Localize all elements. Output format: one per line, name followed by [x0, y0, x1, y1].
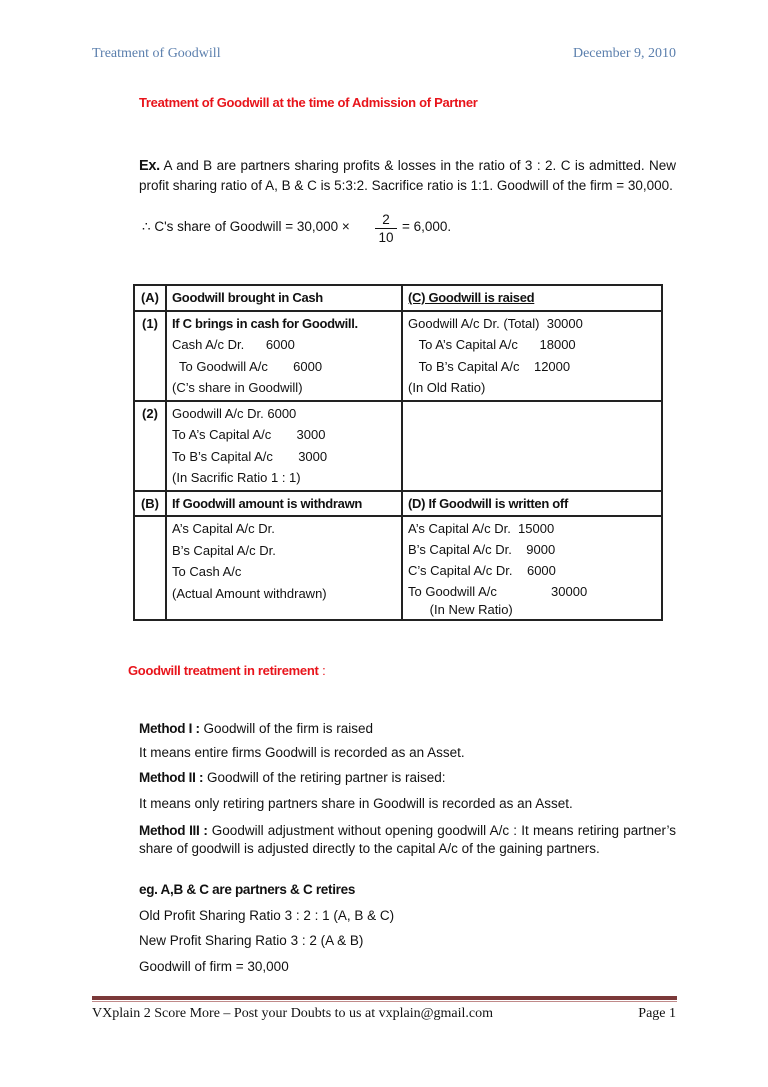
fraction-numerator: 2: [375, 212, 397, 229]
footer-divider: [92, 996, 677, 1000]
method-1-text: Goodwill of the firm is raised: [199, 721, 374, 736]
retirement-heading-colon: :: [318, 663, 326, 678]
table-row: [134, 311, 662, 401]
table-cell: [402, 311, 662, 401]
cell-line: A’s Capital A/c Dr. 15000: [408, 521, 555, 536]
cell-line: Cash A/c Dr. 6000: [172, 337, 295, 352]
example-text: A and B are partners sharing profits & losses in the ratio of 3 : 2. C is admitted. New profit sharing ratio of A, B & C is 5:3:2. Sacrifice ratio is 1:1. Goodwill of the firm = 30,000.: [139, 158, 676, 193]
cell-line: To Cash A/c: [172, 564, 242, 579]
table-cell: [166, 311, 402, 401]
cell-line: To Goodwill A/c 6000: [172, 358, 323, 374]
cell-line: (In Sacrific Ratio 1 : 1): [172, 470, 301, 485]
method-2-label: Method II :: [139, 770, 204, 785]
journal-table: [133, 284, 663, 621]
cell-title: If C brings in cash for Goodwill.: [172, 315, 358, 331]
header-date: December 9, 2010: [572, 46, 676, 61]
cell-line: To Goodwill A/c 30000: [408, 584, 588, 599]
admission-heading: Treatment of Goodwill at the time of Admission of Partner: [139, 95, 478, 110]
cell-line: (Actual Amount withdrawn): [172, 585, 327, 601]
cell-line: To B’s Capital A/c 3000: [172, 448, 328, 464]
header-title: Treatment of Goodwill: [92, 46, 221, 61]
cell-line: B’s Capital A/c Dr. 9000: [408, 542, 556, 557]
table-row: [134, 491, 662, 517]
new-ratio: New Profit Sharing Ratio 3 : 2 (A & B): [139, 933, 364, 948]
cell-line: (In New Ratio): [408, 602, 513, 617]
fraction: [375, 212, 397, 246]
goodwill-of-firm: Goodwill of firm = 30,000: [139, 959, 289, 974]
method-1-desc: It means entire firms Goodwill is recorded as an Asset.: [139, 745, 465, 760]
table-row: [134, 516, 662, 620]
cell-line: B’s Capital A/c Dr.: [172, 542, 276, 558]
method-3-text: Goodwill adjustment without opening goodwill A/c : It means retiring partner’s share of goodwill is adjusted directly to the capital A/c of the gaining partners.: [139, 823, 676, 856]
cell-line: To A’s Capital A/c 18000: [408, 337, 576, 352]
cell-heading: (D) If Goodwill is written off: [402, 491, 662, 517]
cell-line: Goodwill A/c Dr. 6000: [172, 405, 297, 421]
table-row: [134, 401, 662, 491]
table-row: [134, 285, 662, 311]
cell-heading: If Goodwill amount is withdrawn: [166, 491, 402, 517]
calc-suffix: = 6,000.: [402, 219, 452, 234]
table-cell: [166, 401, 402, 491]
page-number: Page 1: [638, 1006, 676, 1021]
example-label: Ex.: [139, 158, 160, 174]
old-ratio: Old Profit Sharing Ratio 3 : 2 : 1 (A, B & C): [139, 908, 395, 923]
cell-line: To B’s Capital A/c 12000: [408, 358, 571, 374]
fraction-denominator: 10: [378, 230, 394, 245]
footer-divider-thin: [92, 1001, 677, 1002]
row-label: (2): [134, 401, 166, 491]
retirement-heading-text: Goodwill treatment in retirement: [128, 663, 319, 678]
method-3: [139, 822, 676, 858]
method-1-label: Method I :: [139, 721, 200, 736]
cell-line: Goodwill A/c Dr. (Total) 30000: [408, 315, 583, 331]
row-label: (A): [134, 285, 166, 311]
method-1: [139, 721, 373, 736]
method-3-label: Method III :: [139, 823, 208, 838]
cell-line: (In Old Ratio): [408, 380, 486, 395]
footer-text: VXplain 2 Score More – Post your Doubts to us at vxplain@gmail.com: [92, 1006, 493, 1021]
cell-heading: Goodwill brought in Cash: [166, 285, 402, 311]
table-cell-empty: [402, 401, 662, 491]
method-2: [139, 770, 446, 785]
cell-heading: (C) Goodwill is raised: [402, 285, 662, 311]
cell-line: C’s Capital A/c Dr. 6000: [408, 563, 556, 578]
cell-line: (C’s share in Goodwill): [172, 380, 303, 395]
row-label: (B): [134, 491, 166, 517]
example-heading: eg. A,B & C are partners & C retires: [139, 882, 356, 897]
row-label-empty: [134, 516, 166, 620]
calc-prefix: ∴ C's share of Goodwill = 30,000 ×: [142, 219, 350, 234]
cell-line: A’s Capital A/c Dr.: [172, 521, 275, 536]
method-2-text: Goodwill of the retiring partner is raised:: [203, 770, 446, 785]
retirement-heading: [128, 663, 326, 678]
cell-line: To A’s Capital A/c 3000: [172, 427, 326, 442]
table-cell: [166, 516, 402, 620]
method-2-desc: It means only retiring partners share in Goodwill is recorded as an Asset.: [139, 796, 573, 811]
row-label: (1): [134, 311, 166, 401]
table-cell: [402, 516, 662, 620]
example-paragraph: [139, 156, 676, 195]
